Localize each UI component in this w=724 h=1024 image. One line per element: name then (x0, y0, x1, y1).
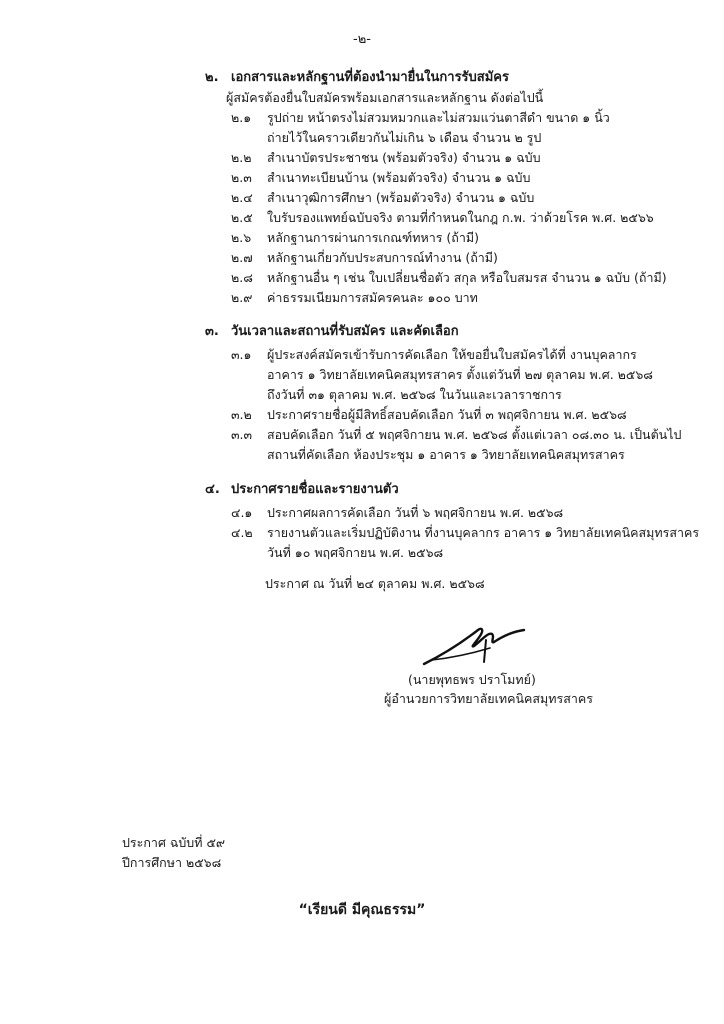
list-item: ๓.๑ ผู้ประสงค์สมัครเข้ารับการคัดเลือก ให้ขอยื่นใบสมัครได้ที่ งานบุคลากร อาคาร ๑ วิทยาลัยเทคนิคสมุทรสาคร ตั้งแต่วันที่ ๒๗ ตุลาคม พ.ศ. ๒๕๖๘ ถึงวันที่ ๓๑ ตุลาคม พ.ศ. ๒๕๖๘ ในวันและเวลาราชการ (231, 347, 653, 402)
list-item: ๒.๗ หลักฐานเกี่ยวกับประสบการณ์ทำงาน (ถ้ามี) (231, 250, 498, 265)
section-number: ๒. (205, 70, 219, 85)
list-item: ๒.๔ สำเนาวุฒิการศึกษา (พร้อมตัวจริง) จำนวน ๑ ฉบับ (231, 190, 535, 205)
section-title: เอกสารและหลักฐานที่ต้องนำมายื่นในการรับสมัคร (231, 70, 509, 85)
list-item: ๓.๒ ประกาศรายชื่อผู้มีสิทธิ์สอบคัดเลือก วันที่ ๓ พฤศจิกายน พ.ศ. ๒๕๖๘ (231, 407, 627, 422)
academic-year: ปีการศึกษา ๒๕๖๘ (122, 855, 222, 870)
section-heading (205, 480, 675, 500)
signature-image (420, 618, 530, 674)
section-number: ๔. (205, 482, 220, 497)
section-documents (205, 68, 675, 308)
footer-reference (122, 833, 225, 873)
list-item: ๒.๘ หลักฐานอื่น ๆ เช่น ใบเปลี่ยนชื่อตัว สกุล หรือใบสมรส จำนวน ๑ ฉบับ (ถ้ามี) (231, 270, 667, 285)
list-item: ๔.๑ ประกาศผลการคัดเลือก วันที่ ๖ พฤศจิกายน พ.ศ. ๒๕๖๘ (231, 505, 564, 520)
list-item: ๓.๓ สอบคัดเลือก วันที่ ๕ พฤศจิกายน พ.ศ. ๒๕๖๘ ตั้งแต่เวลา ๐๘.๓๐ น. เป็นต้นไป สถานที่คัดเลือก ห้องประชุม ๑ อาคาร ๑ วิทยาลัยเทคนิคสมุทรสาคร (231, 427, 682, 462)
section-schedule (205, 322, 682, 465)
list-item: ๒.๙ ค่าธรรมเนียมการสมัครคนละ ๑๐๐ บาท (231, 290, 478, 305)
section-number: ๓. (205, 324, 219, 339)
announcement-number: ประกาศ ฉบับที่ ๕๙ (122, 835, 226, 850)
section-intro: ผู้สมัครต้องยื่นใบสมัครพร้อมเอกสารและหลักฐาน ดังต่อไปนี้ (226, 90, 544, 105)
section-heading (205, 68, 675, 88)
list-item: ๒.๓ สำเนาทะเบียนบ้าน (พร้อมตัวจริง) จำนวน ๑ ฉบับ (231, 170, 531, 185)
signer-name: (นายพุทธพร ปราโมทย์) (408, 672, 536, 687)
section-heading (205, 322, 675, 342)
list-item: ๒.๒ สำเนาบัตรประชาชน (พร้อมตัวจริง) จำนวน ๑ ฉบับ (231, 150, 541, 165)
section-results (205, 480, 700, 563)
section-title: ประกาศรายชื่อและรายงานตัว (231, 482, 399, 497)
list-item: ๒.๖ หลักฐานการผ่านการเกณฑ์ทหาร (ถ้ามี) (231, 230, 479, 245)
section-title: วันเวลาและสถานที่รับสมัคร และคัดเลือก (231, 324, 459, 339)
list-item: ๔.๒ รายงานตัวและเริ่มปฏิบัติงาน ที่งานบุคลากร อาคาร ๑ วิทยาลัยเทคนิคสมุทรสาคร วันที่ ๑๐ พฤศจิกายน พ.ศ. ๒๕๖๘ (231, 525, 700, 560)
list-item: ๒.๑ รูปถ่าย หน้าตรงไม่สวมหมวกและไม่สวมแว่นตาสีดำ ขนาด ๑ นิ้ว ถ่ายไว้ในคราวเดียวกันไม่เกิน ๖ เดือน จำนวน ๒ รูป (231, 110, 610, 145)
page-number: -๒- (353, 32, 371, 47)
signer-title: ผู้อำนวยการวิทยาลัยเทคนิคสมุทรสาคร (384, 691, 593, 706)
motto: “เรียนดี มีคุณธรรม” (298, 902, 426, 918)
list-item: ๒.๕ ใบรับรองแพทย์ฉบับจริง ตามที่กำหนดในกฎ ก.พ. ว่าด้วยโรค พ.ศ. ๒๕๖๖ (231, 210, 654, 225)
announcement-date: ประกาศ ณ วันที่ ๒๔ ตุลาคม พ.ศ. ๒๕๖๘ (265, 576, 485, 591)
